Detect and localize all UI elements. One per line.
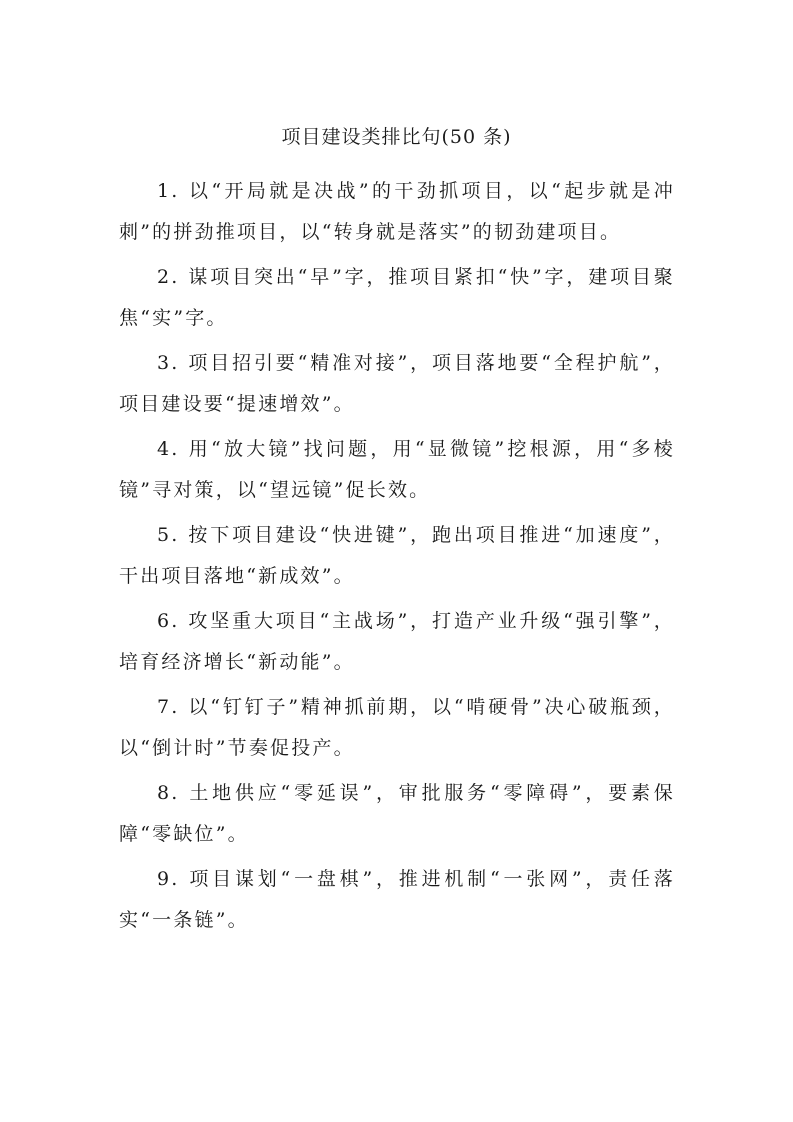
sentence-item-4: 4. 用“放大镜”找问题，用“显微镜”挖根源，用“多棱镜”寻对策，以“望远镜”促长效。 (119, 438, 675, 501)
sentence-item-8: 8. 土地供应“零延误”，审批服务“零障碍”，要素保障“零缺位”。 (119, 782, 675, 845)
sentence-list (119, 171, 675, 945)
sentence-item-7: 7. 以“钉钉子”精神抓前期，以“啃硬骨”决心破瓶颈，以“倒计时”节奏促投产。 (119, 696, 675, 759)
sentence-item-2: 2. 谋项目突出“早”字，推项目紧扣“快”字，建项目聚焦“实”字。 (119, 266, 675, 329)
sentence-item-9: 9. 项目谋划“一盘棋”，推进机制“一张网”，责任落实“一条链”。 (119, 868, 675, 931)
sentence-item-1: 1. 以“开局就是决战”的干劲抓项目，以“起步就是冲刺”的拼劲推项目，以“转身就是落实”的韧劲建项目。 (119, 180, 675, 243)
sentence-item-6: 6. 攻坚重大项目“主战场”，打造产业升级“强引擎”，培育经济增长“新动能”。 (119, 610, 675, 673)
document-title: 项目建设类排比句(50 条) (281, 126, 512, 148)
sentence-item-3: 3. 项目招引要“精准对接”，项目落地要“全程护航”，项目建设要“提速增效”。 (119, 352, 675, 415)
sentence-item-5: 5. 按下项目建设“快进键”，跑出项目推进“加速度”，干出项目落地“新成效”。 (119, 524, 675, 587)
